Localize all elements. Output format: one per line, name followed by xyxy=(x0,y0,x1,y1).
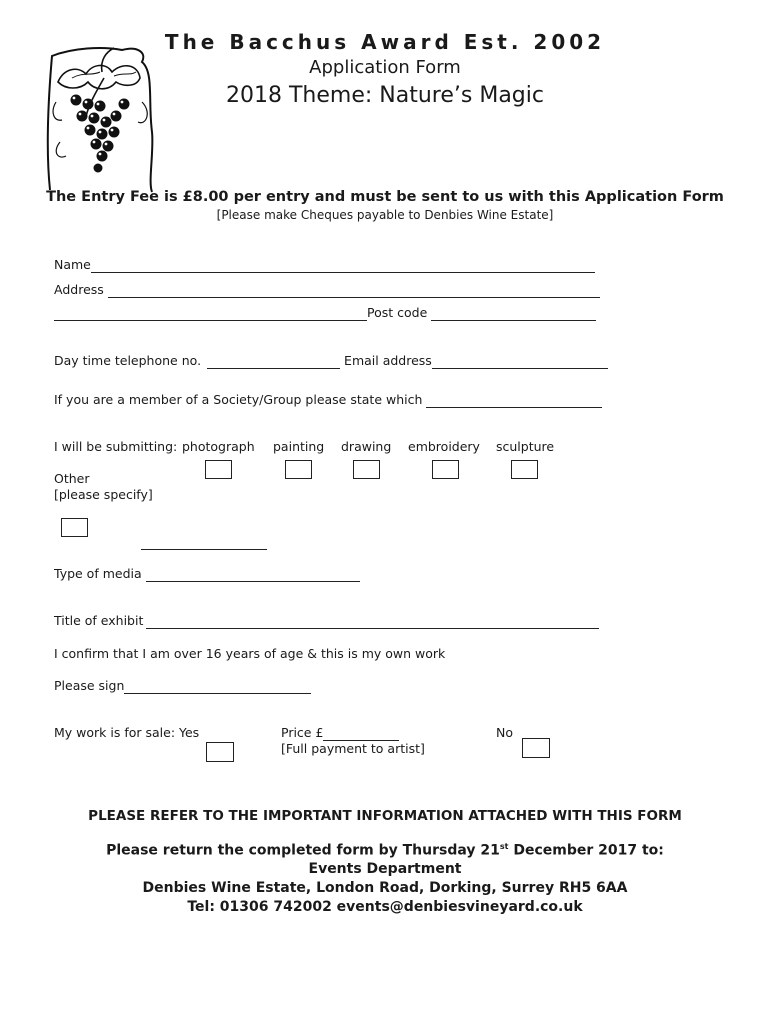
email-label: Email address xyxy=(344,353,432,368)
price-field[interactable] xyxy=(323,727,399,741)
category-painting-label: painting xyxy=(273,439,325,454)
return-deadline xyxy=(0,842,770,859)
sale-yes-label: Yes xyxy=(179,725,200,740)
cheque-note: [Please make Cheques payable to Denbies Wine Estate] xyxy=(216,208,554,222)
award-title: The Bacchus Award Est. 2002 xyxy=(164,30,606,54)
address-label: Address xyxy=(54,282,104,297)
sign-label: Please sign xyxy=(54,678,125,693)
form-title: Application Form xyxy=(309,57,461,78)
telephone-field[interactable] xyxy=(207,355,340,369)
category-sculpture-label: sculpture xyxy=(496,439,555,454)
category-drawing-label: drawing xyxy=(341,439,392,454)
events-department: Events Department xyxy=(308,861,462,877)
name-label: Name xyxy=(54,257,91,272)
other-specify-label: [please specify] xyxy=(54,487,153,502)
address-line-2-field[interactable] xyxy=(54,307,367,321)
return-text-start: Please return the completed form by Thursday 21 xyxy=(106,842,500,859)
price-row xyxy=(281,725,399,741)
contact-row xyxy=(54,353,608,369)
theme-title: 2018 Theme: Nature’s Magic xyxy=(226,83,544,108)
signature-field[interactable] xyxy=(124,680,311,694)
address-row xyxy=(54,282,600,298)
return-date-suffix: st xyxy=(499,842,509,851)
society-row xyxy=(54,392,602,408)
society-field[interactable] xyxy=(426,394,602,408)
category-embroidery-label: embroidery xyxy=(408,439,480,454)
entry-fee-text: The Entry Fee is £8.00 per entry and must be sent to us with this Application Form xyxy=(46,189,724,205)
name-field[interactable] xyxy=(91,259,595,273)
other-label: Other xyxy=(54,471,90,486)
submitting-label: I will be submitting: xyxy=(54,439,178,454)
society-label: If you are a member of a Society/Group please state which xyxy=(54,392,423,407)
sale-label: My work is for sale: xyxy=(54,725,176,740)
exhibit-row xyxy=(54,613,599,629)
other-checkbox[interactable] xyxy=(61,518,88,537)
photograph-checkbox[interactable] xyxy=(205,460,232,479)
media-label: Type of media xyxy=(54,566,142,581)
painting-checkbox[interactable] xyxy=(285,460,312,479)
sale-no-checkbox[interactable] xyxy=(522,738,550,758)
email-field[interactable] xyxy=(432,355,608,369)
drawing-checkbox[interactable] xyxy=(353,460,380,479)
sale-no-label: No xyxy=(496,725,513,740)
other-specify-field[interactable] xyxy=(141,536,267,550)
exhibit-label: Title of exhibit xyxy=(54,613,144,628)
sculpture-checkbox[interactable] xyxy=(511,460,538,479)
postcode-row xyxy=(54,305,596,321)
sign-row xyxy=(54,678,311,694)
postcode-field[interactable] xyxy=(431,307,596,321)
price-label: Price £ xyxy=(281,725,324,740)
category-photograph-label: photograph xyxy=(182,439,255,454)
estate-address: Denbies Wine Estate, London Road, Dorking, Surrey RH5 6AA xyxy=(142,880,628,896)
exhibit-field[interactable] xyxy=(146,615,599,629)
payment-note: [Full payment to artist] xyxy=(281,741,425,756)
media-row xyxy=(54,566,360,582)
address-field[interactable] xyxy=(108,284,600,298)
media-field[interactable] xyxy=(146,568,360,582)
contact-details: Tel: 01306 742002 events@denbiesvineyard.co.uk xyxy=(187,899,583,915)
important-notice: PLEASE REFER TO THE IMPORTANT INFORMATION ATTACHED WITH THIS FORM xyxy=(88,808,682,824)
confirm-text: I confirm that I am over 16 years of age & this is my own work xyxy=(54,646,446,661)
telephone-label: Day time telephone no. xyxy=(54,353,202,368)
return-text-end: December 2017 to: xyxy=(508,842,664,859)
sale-yes-checkbox[interactable] xyxy=(206,742,234,762)
postcode-label: Post code xyxy=(367,305,428,320)
embroidery-checkbox[interactable] xyxy=(432,460,459,479)
name-row xyxy=(54,257,595,273)
